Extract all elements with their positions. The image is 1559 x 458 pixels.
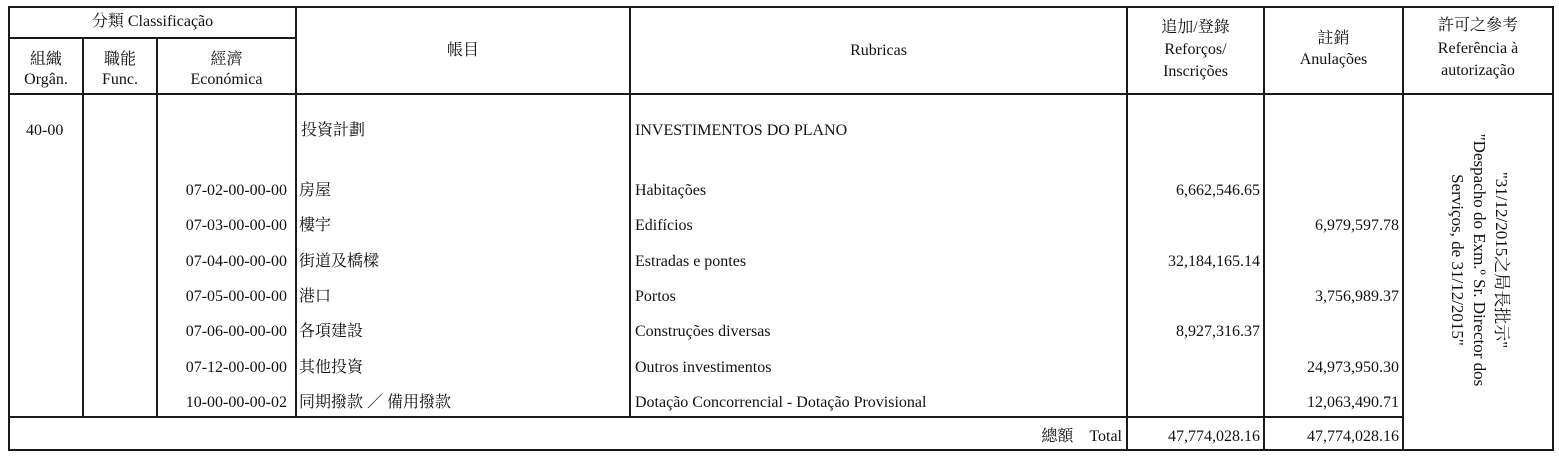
reforco-value: 32,184,165.14 (1168, 253, 1260, 270)
group-organ-code: 40-00 (26, 122, 64, 139)
header-rubricas: Rubricas (850, 42, 907, 59)
header-func-zh: 職能 (103, 51, 136, 68)
anulacao-value: 24,973,950.30 (1307, 359, 1399, 376)
header-anulacoes-pt: Anulações (1299, 51, 1368, 68)
group-name-pt: INVESTIMENTOS DO PLANO (635, 122, 848, 139)
account-zh: 房屋 (299, 182, 332, 199)
authorization-line: Serviços, de 31/12/2015" (1448, 174, 1467, 346)
rubrica-pt: Dotação Concorrencial - Dotação Provisional (635, 394, 927, 411)
rubrica-pt: Construções diversas (635, 323, 771, 340)
econ-code: 07-12-00-00-00 (185, 359, 287, 376)
header-organ-pt: Orgân. (24, 71, 68, 88)
header-referencia-zh: 許可之參考 (1437, 17, 1518, 34)
reforco-value: 8,927,316.37 (1176, 323, 1260, 340)
anulacao-value: 12,063,490.71 (1307, 394, 1399, 411)
total-reforco: 47,774,028.16 (1168, 428, 1260, 445)
header-referencia-pt2: autorização (1441, 62, 1515, 79)
header-econ-zh: 經濟 (210, 51, 243, 68)
econ-code: 07-02-00-00-00 (185, 182, 287, 199)
econ-code: 07-05-00-00-00 (185, 288, 287, 305)
account-zh: 同期撥款 ／ 備用撥款 (299, 394, 452, 411)
account-zh: 其他投資 (299, 359, 364, 376)
rubrica-pt: Portos (635, 288, 676, 305)
rubrica-pt: Outros investimentos (635, 359, 772, 376)
header-classification: 分類 Classificação (91, 13, 214, 30)
header-account-zh: 帳目 (446, 42, 479, 59)
econ-code: 07-06-00-00-00 (185, 323, 287, 340)
header-func-pt: Func. (102, 71, 138, 88)
account-zh: 樓宇 (299, 217, 332, 234)
econ-code: 07-03-00-00-00 (185, 217, 287, 234)
authorization-line: "Despacho do Exm.º Sr. Director dos (1470, 133, 1489, 387)
header-reforcos-zh: 追加/登錄 (1161, 19, 1230, 36)
anulacao-value: 3,756,989.37 (1315, 288, 1399, 305)
header-organ-zh: 組織 (29, 51, 62, 68)
reforco-value: 6,662,546.65 (1176, 182, 1260, 199)
authorization-line: "31/12/2015之局長批示" (1492, 171, 1511, 349)
account-zh: 街道及橋樑 (299, 253, 380, 270)
header-reforcos-pt1: Reforços/ (1164, 41, 1227, 58)
rubrica-pt: Edifícios (635, 217, 693, 234)
total-anulacao: 47,774,028.16 (1307, 428, 1399, 445)
group-name-zh: 投資計劃 (301, 122, 366, 139)
rubrica-pt: Estradas e pontes (635, 253, 747, 270)
anulacao-value: 6,979,597.78 (1315, 217, 1399, 234)
total-label: 總額 Total (1041, 428, 1122, 445)
header-reforcos-pt2: Inscrições (1163, 63, 1228, 80)
account-zh: 各項建設 (299, 323, 364, 340)
header-econ-pt: Económica (190, 71, 263, 88)
account-zh: 港口 (299, 288, 332, 305)
header-referencia-pt1: Referência à (1437, 40, 1519, 57)
header-anulacoes-zh: 註銷 (1317, 30, 1350, 47)
econ-code: 07-04-00-00-00 (185, 253, 287, 270)
rubrica-pt: Habitações (635, 182, 707, 199)
econ-code: 10-00-00-00-02 (185, 394, 287, 411)
authorization-reference (1404, 95, 1554, 425)
